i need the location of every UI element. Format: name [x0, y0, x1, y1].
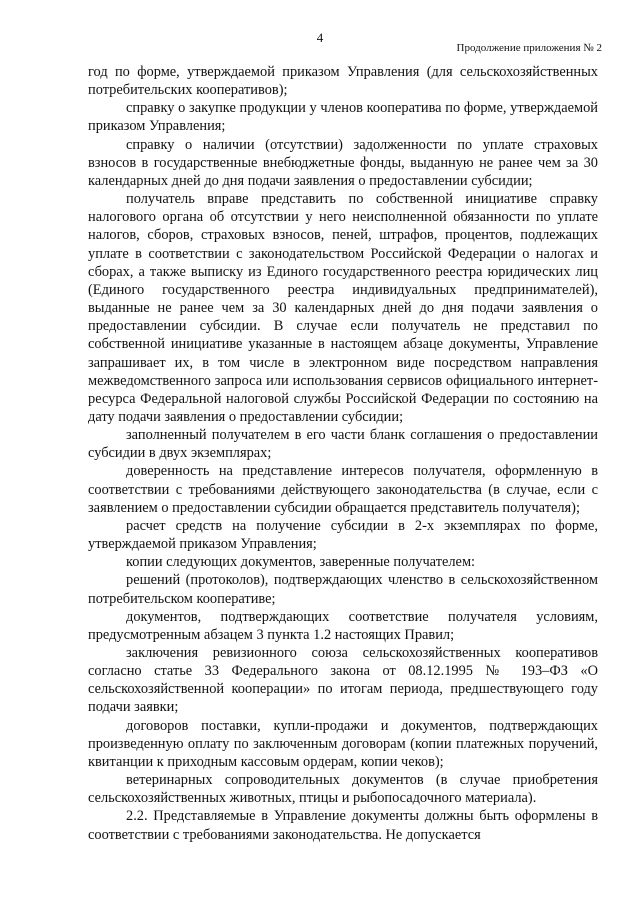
paragraph-certified-copies: копии следующих документов, заверенные получателем: — [126, 554, 476, 571]
page-number: 4 — [316, 30, 324, 45]
paragraph-supply-contracts: договоров поставки, купли-продажи и документов, подтверждающих произведенную оплату по заключенным договорам (копии платежных поручений, квитанции к приходным кассовым ордерам, копии чеков); — [88, 717, 598, 770]
paragraph-tax-certificate: получатель вправе представить по собственной инициативе справку налогового органа об отсутствии у него неисполненной обязанности по уплате налогов, сборов, страховых взносов, пеней, штрафов, процентов, подлежащих уплате в соответствии с законодательством Российской Федерации о налогах и сборах, а также выписку из Единого государственного реестра юридических лиц (Единого государственного реестра индивидуальных предпринимателей), выданные не ранее чем за 30 календарных дней до дня подачи заявления о предоставлении субсидии. В случае если получатель не представил по собственной инициативе указанные в настоящем абзаце документы, Управление запрашивает их, в том числе в электронном виде посредством направления межведомственного запроса или использования сервисов официального интернет-ресурса Федеральной налоговой службы Российской Федерации по состоянию на дату подачи заявления о предоставлении субсидии; — [88, 191, 598, 425]
paragraph-section-2-2: 2.2. Представляемые в Управление документы должны быть оформлены в соответствии с требованиями законодательства. Не допускается — [88, 808, 598, 843]
paragraph-subsidy-calculation: расчет средств на получение субсидии в 2-х экземплярах по форме, утверждаемой приказом Управления; — [88, 517, 598, 553]
paragraph-continued: год по форме, утверждаемой приказом Управления (для сельскохозяйственных потребительских кооперативов); — [88, 64, 598, 99]
continuation-note: Продолжение приложения № 2 — [456, 42, 602, 54]
paragraph-insurance-debt-certificate: справку о наличии (отсутствии) задолженности по уплате страховых взносов в государственные внебюджетные фонды, выданную не ранее чем за 30 календарных дней до дня подачи заявления о предоставлении субсидии; — [88, 136, 598, 189]
paragraph-veterinary-documents: ветеринарных сопроводительных документов (в случае приобретения сельскохозяйственных животных, птицы и рыбопосадочного материала). — [88, 772, 598, 807]
paragraph-membership-decisions: решений (протоколов), подтверждающих членство в сельскохозяйственном потребительском кооперативе; — [88, 572, 598, 607]
paragraph-audit-conclusion: заключения ревизионного союза сельскохозяйственных кооперативов согласно статье 33 Федерального закона от 08.12.1995 № 193–ФЗ «О сельскохозяйственной кооперации» по итогам периода, предшествующего году подачи заявки; — [88, 645, 598, 716]
paragraph-compliance-documents: документов, подтверждающих соответствие получателя условиям, предусмотренным абзацем 3 пункта 1.2 настоящих Правил; — [88, 608, 598, 643]
paragraph-power-of-attorney: доверенность на представление интересов получателя, оформленную в соответствии с требованиями действующего законодательства (в случае, если с заявлением о предоставлении субсидии обращается представитель получателя); — [88, 463, 598, 516]
paragraph-agreement-form: заполненный получателем в его части бланк соглашения о предоставлении субсидии в двух экземплярах; — [88, 427, 598, 462]
document-body — [88, 63, 598, 844]
paragraph-purchase-certificate: справку о закупке продукции у членов кооператива по форме, утверждаемой приказом Управления; — [88, 100, 598, 135]
